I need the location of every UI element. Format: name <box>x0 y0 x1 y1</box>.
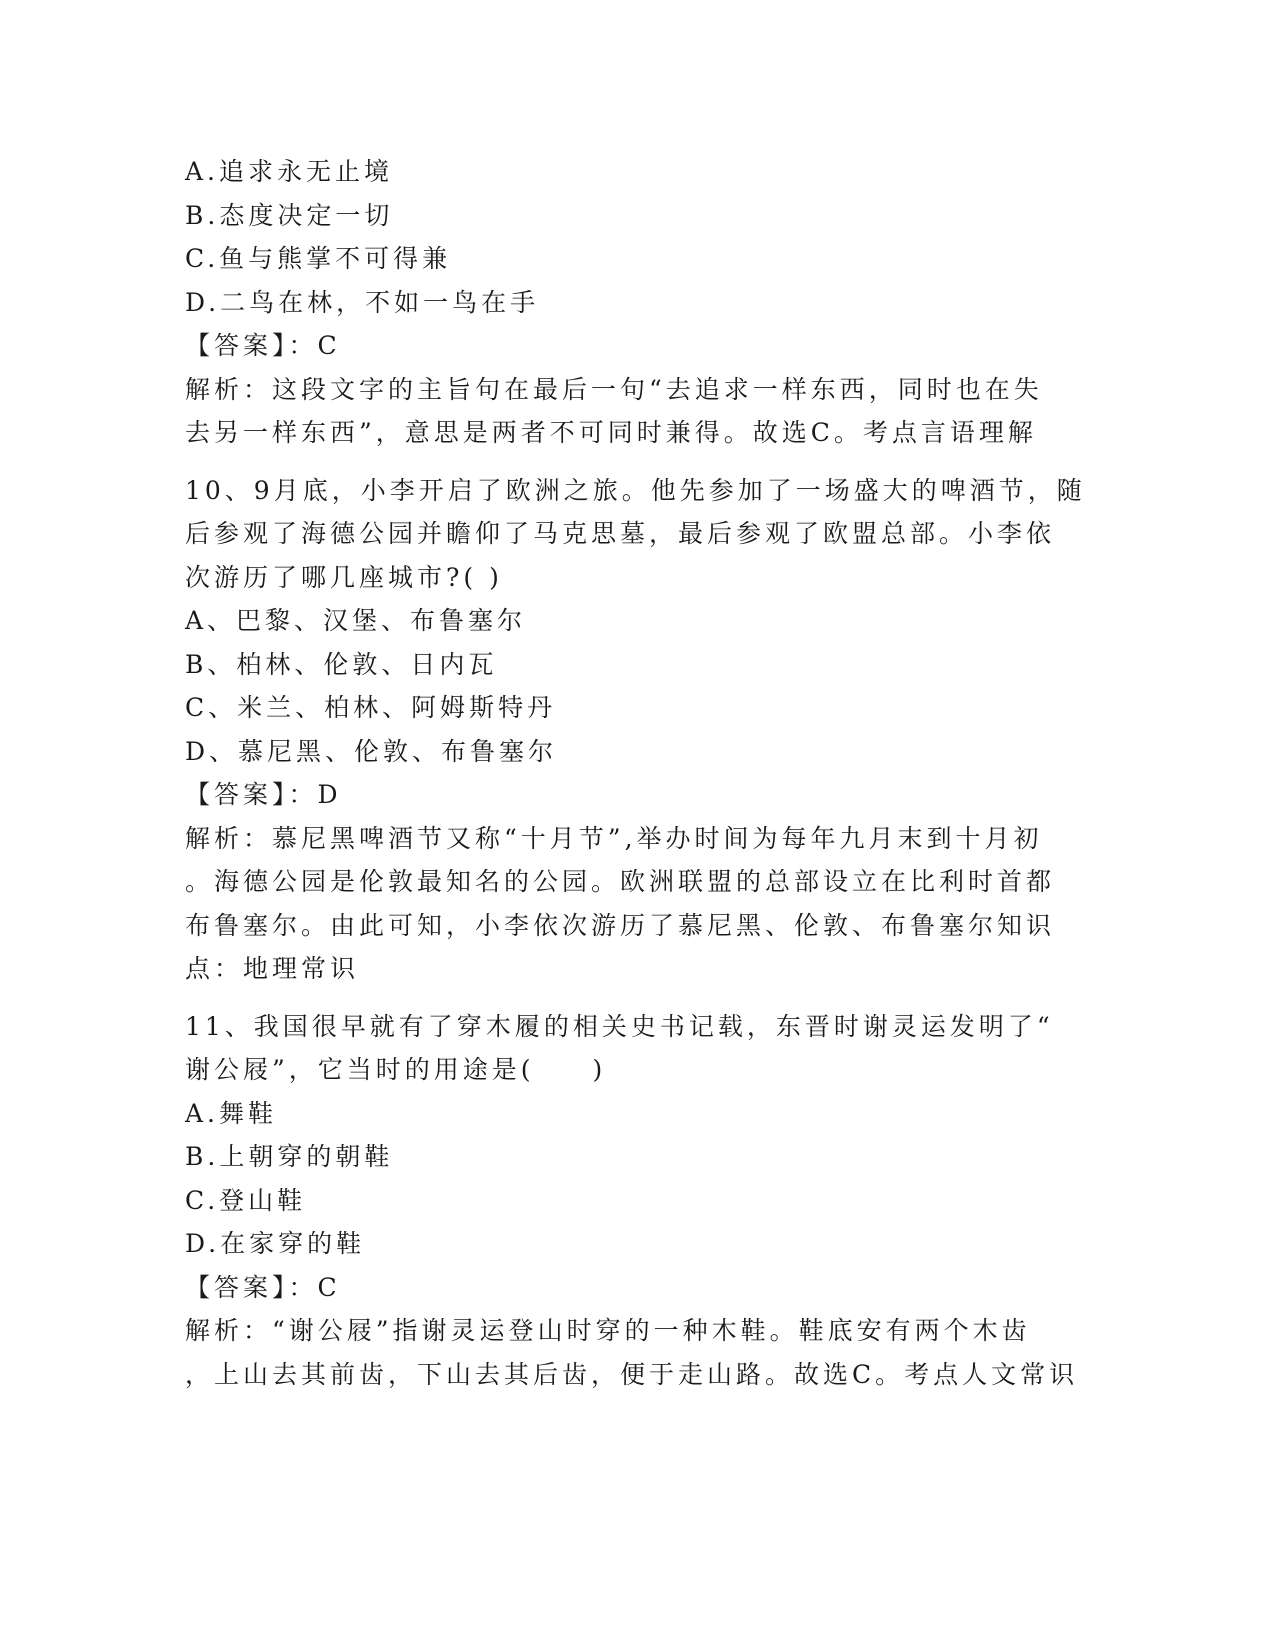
option-a: A.追求永无止境 <box>185 157 394 186</box>
option-d: D.在家穿的鞋 <box>185 1229 366 1258</box>
question-text-line: 10、9月底，小李开启了欧洲之旅。他先参加了一场盛大的啤酒节，随 <box>185 475 1086 505</box>
option-b: B、柏林、伦敦、日内瓦 <box>185 649 498 679</box>
question-text-line: 后参观了海德公园并瞻仰了马克思墓，最后参观了欧盟总部。小李依 <box>185 519 1056 548</box>
option-c: C.登山鞋 <box>185 1185 307 1215</box>
block-gap <box>185 455 1085 469</box>
option-c: C.鱼与熊掌不可得兼 <box>185 244 452 273</box>
analysis-line: 解析：“谢公屐”指谢灵运登山时穿的一种木鞋。鞋底安有两个木齿 <box>185 1316 1031 1345</box>
option-d: D、慕尼黑、伦敦、布鲁塞尔 <box>185 736 558 766</box>
analysis-line: 去另一样东西”，意思是两者不可同时兼得。故选C。考点言语理解 <box>185 418 1037 447</box>
option-b: B.态度决定一切 <box>185 200 394 230</box>
question-text-line: 谢公屐”，它当时的用途是( ) <box>185 1055 607 1084</box>
analysis-line: 点：地理常识 <box>185 954 360 983</box>
answer-line: 【答案】：D <box>185 780 342 809</box>
question-10-block <box>185 469 1085 991</box>
option-a: A.舞鞋 <box>185 1098 278 1128</box>
question-text-line: 次游历了哪几座城市?( ) <box>185 562 503 592</box>
analysis-line: 解析：这段文字的主旨句在最后一句“去追求一样东西，同时也在失 <box>185 374 1043 404</box>
option-a: A、巴黎、汉堡、布鲁塞尔 <box>185 606 527 635</box>
option-c: C、米兰、柏林、阿姆斯特丹 <box>185 693 557 722</box>
question-11-block <box>185 1005 1085 1397</box>
question-9-block <box>185 150 1085 455</box>
analysis-line: 布鲁塞尔。由此可知，小李依次游历了慕尼黑、伦敦、布鲁塞尔知识 <box>185 910 1056 940</box>
analysis-line: 。海德公园是伦敦最知名的公园。欧洲联盟的总部设立在比利时首都 <box>185 867 1056 896</box>
option-d: D.二鸟在林，不如一鸟在手 <box>185 287 540 317</box>
answer-line: 【答案】：C <box>185 1272 341 1302</box>
option-b: B.上朝穿的朝鞋 <box>185 1142 394 1171</box>
block-gap <box>185 991 1085 1005</box>
answer-line: 【答案】：C <box>185 331 341 360</box>
analysis-line: ，上山去其前齿，下山去其后齿，便于走山路。故选C。考点人文常识 <box>185 1359 1079 1389</box>
analysis-line: 解析：慕尼黑啤酒节又称“十月节”,举办时间为每年九月末到十月初 <box>185 823 1043 853</box>
question-text-line: 11、我国很早就有了穿木履的相关史书记载，东晋时谢灵运发明了“ <box>185 1011 1054 1041</box>
document-page <box>185 150 1085 1396</box>
